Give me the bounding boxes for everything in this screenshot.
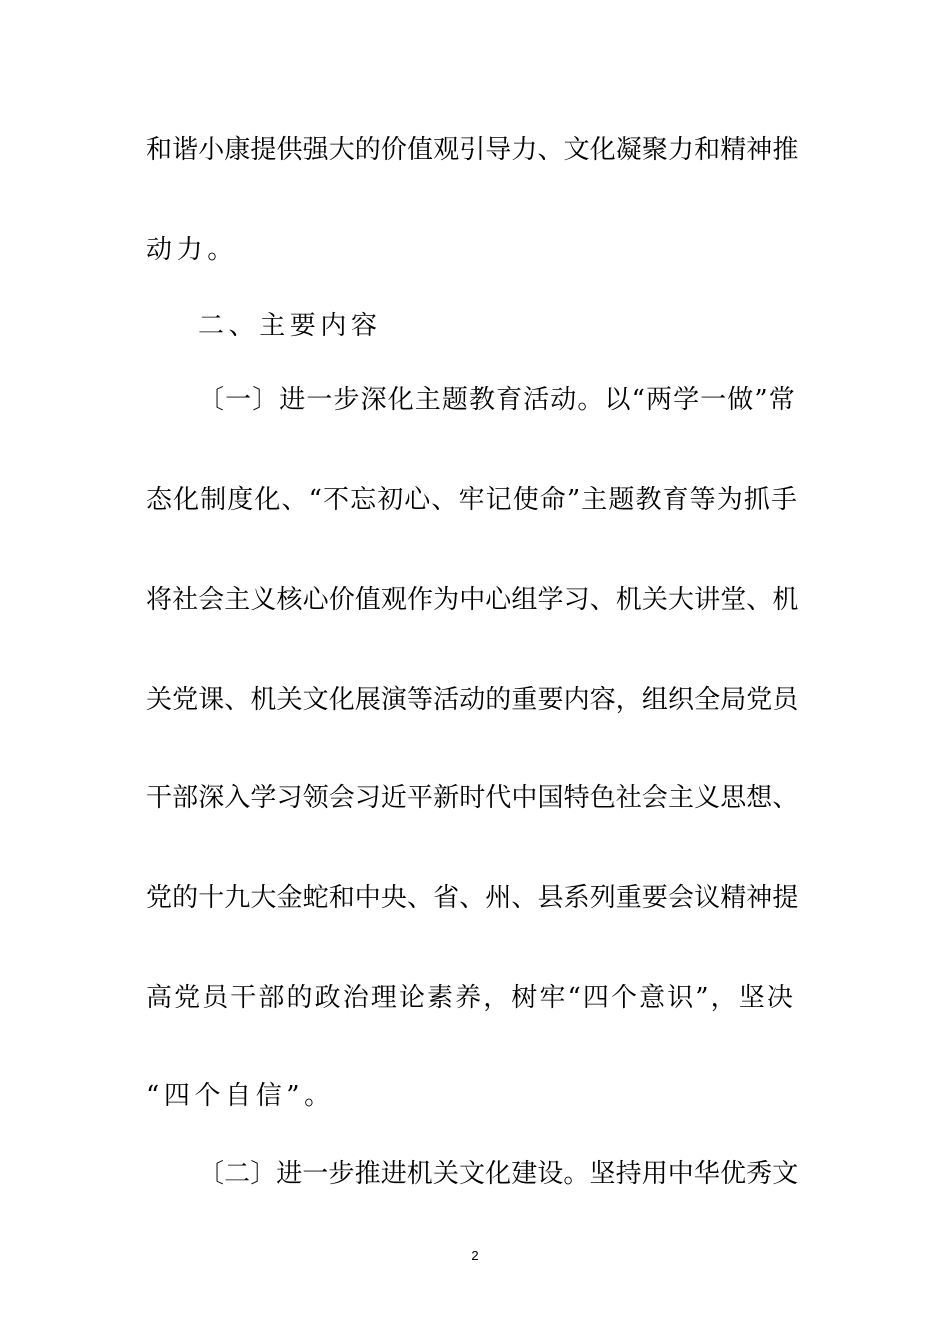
body-text-line: 和谐小康提供强大的价值观引导力、文化凝聚力和精神推 (146, 135, 799, 165)
subsection-heading-line: 〔一〕进一步深化主题教育活动。以“两学一做”常 (198, 385, 796, 415)
body-text-line: 动力。 (146, 235, 238, 265)
body-text-line: 将社会主义核心价值观作为中心组学习、机关大讲堂、机 (146, 585, 799, 615)
body-text-line: 党的十九大金蛇和中央、省、州、县系列重要会议精神提 (146, 883, 799, 913)
subsection-heading-line: 〔二〕进一步推进机关文化建设。坚持用中华优秀文 (198, 1159, 799, 1189)
body-text-line: “四个自信”。 (146, 1081, 335, 1111)
page-number: 2 (471, 1248, 479, 1263)
body-text-line: 高党员干部的政治理论素养，树牢“四个意识”，坚决 (146, 983, 795, 1013)
body-text-line: 态化制度化、“不忘初心、牢记使命”主题教育等为抓手 (146, 485, 799, 515)
body-text-line: 关党课、机关文化展演等活动的重要内容，组织全局党员 (146, 685, 799, 715)
section-heading: 二、主要内容 (198, 311, 382, 341)
body-text-line: 干部深入学习领会习近平新时代中国特色社会主义思想、 (146, 783, 799, 813)
